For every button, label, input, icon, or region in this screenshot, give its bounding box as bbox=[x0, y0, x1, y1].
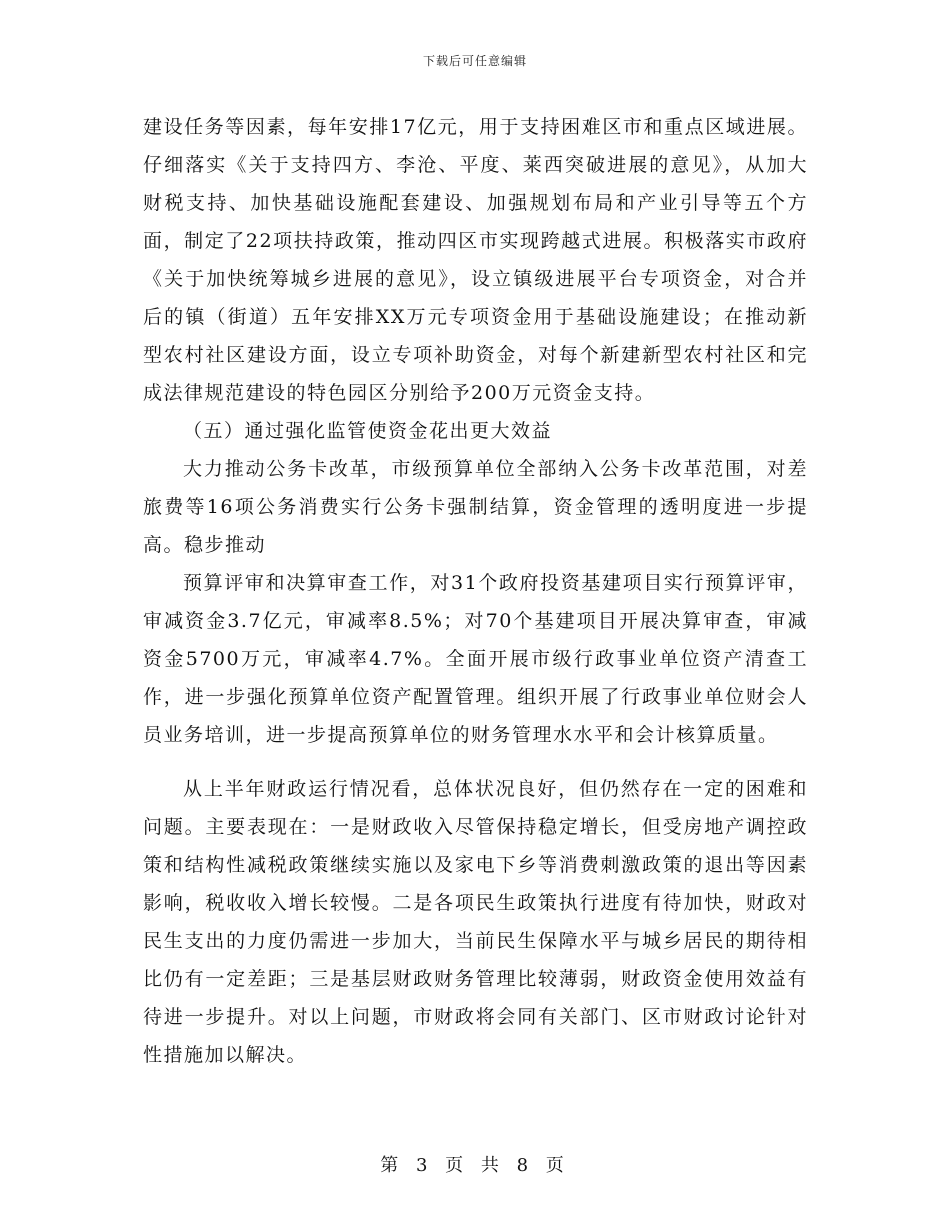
paragraph-problems: 从上半年财政运行情况看，总体状况良好，但仍然存在一定的困难和问题。主要表现在：一是财政收入尽管保持稳定增长，但受房地产调控政策和结构性减税政策继续实施以及家电下乡等消费刺激政策的退出等因素影响，税收收入增长较慢。二是各项民生政策执行进度有待加快，财政对民生支出的力度仍需进一步加大，当前民生保障水平与城乡居民的期待相比仍有一定差距；三是基层财政财务管理比较薄弱，财政资金使用效益有待进一步提升。对以上问题，市财政将会同有关部门、区市财政讨论针对性措施加以解决。 bbox=[143, 778, 808, 1066]
section-heading: （五）通过强化监管使资金花出更大效益 bbox=[183, 420, 553, 442]
page-number: 第 3 页 共 8 页 bbox=[380, 1155, 570, 1176]
paragraph-continuation: 建设任务等因素，每年安排17亿元，用于支持困难区市和重点区域进展。仔细落实《关于支持四方、李沧、平度、莱西突破进展的意见》，从加大财税支持、加快基础设施配套建设、加强规划布局和产业引导等五个方面，制定了22项扶持政策，推动四区市实现跨越式进展。积极落实市政府《关于加快统筹城乡进展的意见》，设立镇级进展平台专项资金，对合并后的镇（街道）五年安排XX万元专项资金用于基础设施建设；在推动新型农村社区建设方面，设立专项补助资金，对每个新建新型农村社区和完成法律规范建设的特色园区分别给予200万元资金支持。 bbox=[143, 116, 808, 404]
page-header-note: 下载后可任意编辑 bbox=[422, 54, 527, 68]
document-body bbox=[143, 108, 808, 1074]
paragraph-budget-review: 预算评审和决算审查工作，对31个政府投资基建项目实行预算评审，审减资金3.7亿元，审减率8.5%；对70个基建项目开展决算审查，审减资金5700万元，审减率4.7%。全面开展市级行政事业单位资产清查工作，进一步强化预算单位资产配置管理。组织开展了行政事业单位财会人员业务培训，进一步提高预算单位的财务管理水水平和会计核算质量。 bbox=[143, 572, 808, 746]
paragraph-card-reform: 大力推动公务卡改革，市级预算单位全部纳入公务卡改革范围，对差旅费等16项公务消费实行公务卡强制结算，资金管理的透明度进一步提高。稳步推动 bbox=[143, 458, 808, 556]
